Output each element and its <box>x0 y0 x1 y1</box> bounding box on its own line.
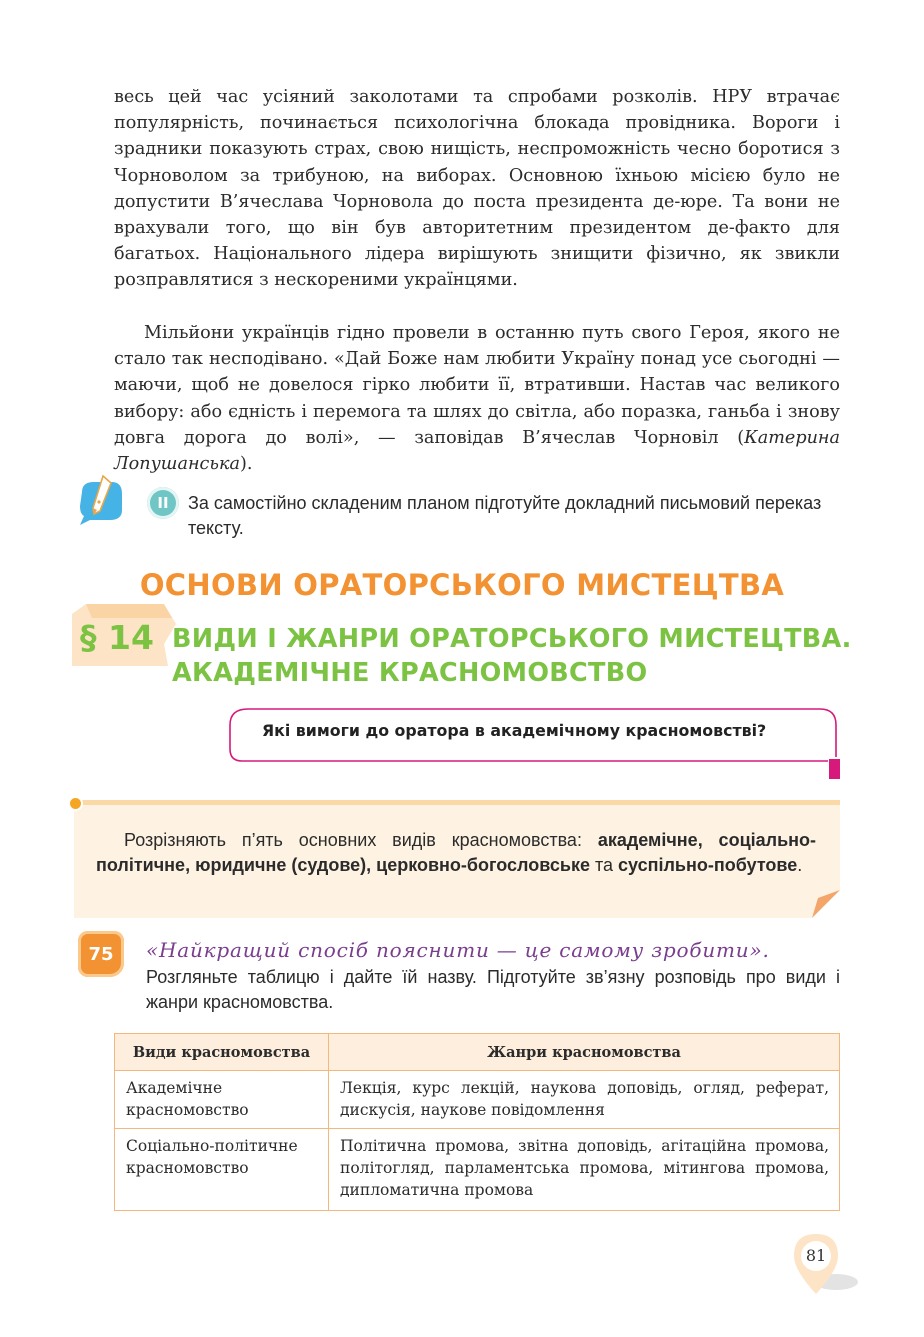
task-text: За самостійно складеним планом підготуйте докладний письмовий переказ тексту. <box>188 493 822 538</box>
rule-bold-last-type: суспільно-побутове <box>618 854 798 875</box>
table-cell-genres: Лекція, курс лекцій, наукова доповідь, огляд, реферат, дискусія, наукове повідомлення <box>329 1071 840 1129</box>
table-header-row <box>115 1034 840 1071</box>
page-number-pin-icon <box>786 1232 862 1298</box>
rule-intro: Розрізняють п’ять основних видів красномовства: <box>124 830 598 850</box>
rule-box-folded-corner <box>812 890 840 918</box>
paragraph-2-end: ). <box>239 454 253 475</box>
rule-end: . <box>797 854 803 875</box>
section-title: ОСНОВИ ОРАТОРСЬКОГО МИСТЕЦТВА <box>139 568 785 602</box>
question-bubble <box>226 707 842 781</box>
rule-box-top-line <box>78 800 840 805</box>
page-number: 81 <box>805 1246 827 1265</box>
pen-speech-bubble-icon <box>76 474 126 526</box>
exercise-instruction: Розгляньте таблицю і дайте їй назву. Підготуйте зв’язну розповідь про види і жанри красномовства. <box>146 967 840 1012</box>
table-cell-genres: Політична промова, звітна доповідь, агітаційна промова, політогляд, парламентська промова, мітингова промова, дипломатична промова <box>329 1129 840 1211</box>
table-header-types: Види красномовства <box>115 1034 329 1071</box>
level-badge: II <box>147 487 179 519</box>
table-cell-type: Академічне красномовство <box>115 1071 329 1129</box>
author-name: Катерина Лопушанська <box>114 427 840 475</box>
topic-title <box>172 622 872 690</box>
rule-conjunction: та <box>589 854 619 875</box>
topic-title-line-1: ВИДИ І ЖАНРИ ОРАТОРСЬКОГО МИСТЕЦТВА. <box>172 624 852 654</box>
question-text: Які вимоги до оратора в академічному красномовстві? <box>262 721 767 740</box>
paragraph-number: § 14 <box>80 618 154 657</box>
body-paragraph-1: весь цей час усіяний заколотами та спробами розколів. НРУ втрачає популярність, починається психологічна блокада провідника. Вороги і зрадники показують страх, свою нищість, неспроможність чесно боротися з Чорноволом за трибуною, на виборах. Основною їхньою місією було не допустити В’ячеслава Чорновола до поста президента де-юре. Та вони не врахували того, що він був авторитетним президентом де-факто для багатьох. Національного лідера вирішують знищити фізично, як звикли розправлятися з нескореними українцями. <box>114 87 840 291</box>
table-header-genres: Жанри красномовства <box>329 1034 840 1071</box>
paragraph-2-text: Мільйони українців гідно провели в останню путь свого Героя, якого не стало так несподівано. «Дай Боже нам любити Україну понад усе сьогодні — маючи, щоб не довелося гірко любити її, втративши. Настав час великого вибору: або єдність і перемога та шлях до світла, або поразка, ганьба і знову довга дорога до волі», — заповідав В’ячеслав Чорновіл ( <box>114 323 840 448</box>
genres-table <box>114 1033 840 1211</box>
exercise-quote: «Найкращий спосіб пояснити — це самому зробити». <box>146 938 770 962</box>
rule-text <box>96 828 816 877</box>
table-row <box>115 1129 840 1211</box>
rule-bold-types: академічне, соціально-політичне, юридичне (судове), церковно-богословське <box>96 830 817 875</box>
exercise-number-badge: 75 <box>78 931 124 977</box>
table-cell-type: Соціально-політичне красномовство <box>115 1129 329 1211</box>
body-paragraph-2 <box>114 320 840 477</box>
topic-title-line-2: АКАДЕМІЧНЕ КРАСНОМОВСТВО <box>172 658 648 688</box>
rule-box-dot <box>68 796 83 811</box>
table-row <box>115 1071 840 1129</box>
